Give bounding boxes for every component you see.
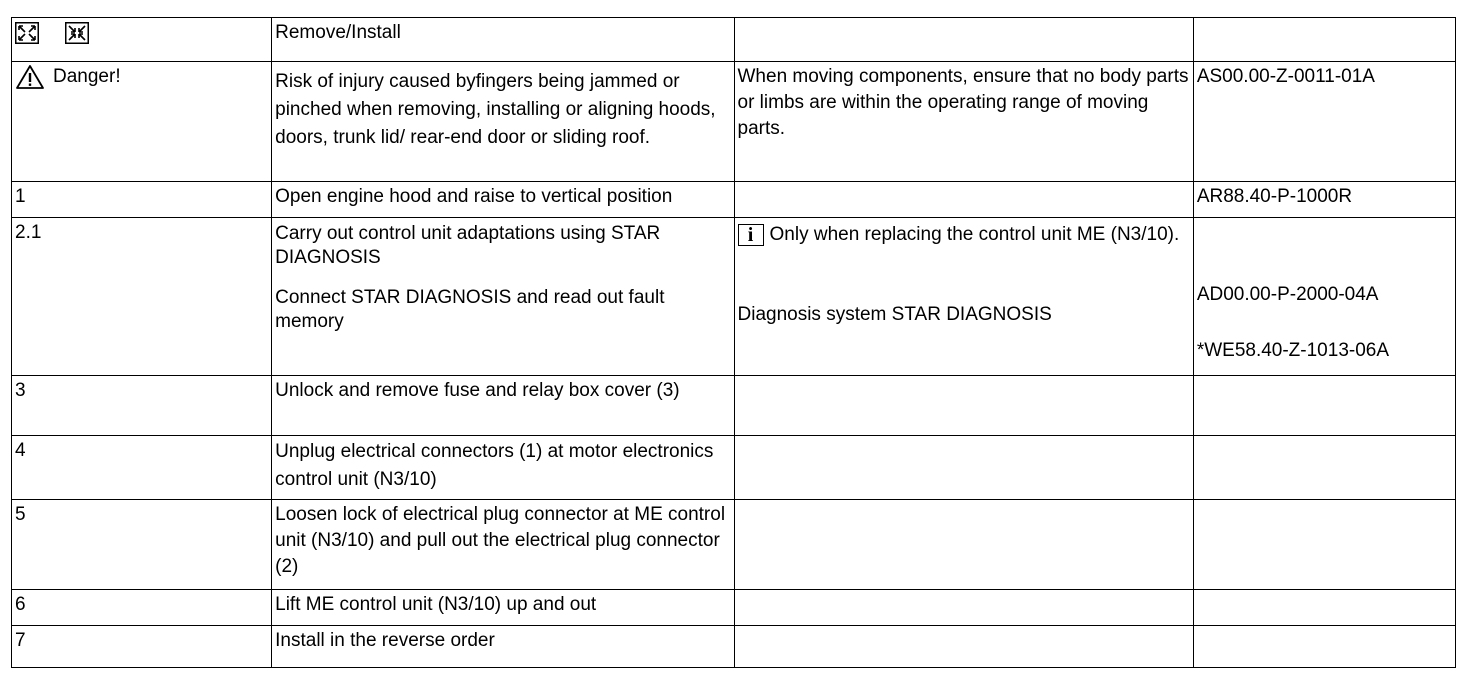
step-action: Carry out control unit adaptations using STAR DIAGNOSIS [275,223,661,268]
step-number: 7 [12,626,272,668]
step-action: Install in the reverse order [272,626,734,668]
danger-measure-text: When moving components, ensure that no body parts or limbs are within the operating range of moving parts. [734,62,1193,182]
table-row [12,436,1456,500]
step-action: Unlock and remove fuse and relay box cover (3) [272,376,734,436]
collapse-icon[interactable] [65,22,89,44]
table-row [12,590,1456,626]
step-number: 3 [12,376,272,436]
step-note [734,626,1193,668]
header-empty-cell [1193,18,1455,62]
step-ref [1193,626,1455,668]
warning-triangle-icon [15,64,45,90]
table-row [12,626,1456,668]
danger-label-cell [12,62,272,182]
step-ref-secondary: *WE58.40-Z-1013-06A [1196,340,1390,361]
step-action-secondary: Connect STAR DIAGNOSIS and read out fault memory [275,287,665,332]
table-row [12,218,1456,376]
danger-label: Danger! [53,66,121,87]
step-number: 6 [12,590,272,626]
header-empty-cell [734,18,1193,62]
table-row [12,182,1456,218]
step-number: 2.1 [12,218,272,376]
procedure-table [11,17,1456,668]
header-row [12,18,1456,62]
step-number: 4 [12,436,272,500]
danger-ref: AS00.00-Z-0011-01A [1193,62,1455,182]
header-title: Remove/Install [272,18,734,62]
step-note [734,182,1193,218]
danger-risk-text: Risk of injury caused byfingers being jammed or pinched when removing, installing or aligning hoods, doors, trunk lid/ rear-end door or sliding roof. [272,62,734,182]
step-action-cell [272,218,734,376]
step-number: 1 [12,182,272,218]
step-note: Only when replacing the control unit ME (N3/10). [769,224,1180,245]
step-ref [1193,500,1455,590]
step-ref [1193,436,1455,500]
expand-icon[interactable] [15,22,39,44]
step-note [734,500,1193,590]
step-action: Unplug electrical connectors (1) at motor electronics control unit (N3/10) [272,436,734,500]
step-action: Loosen lock of electrical plug connector at ME control unit (N3/10) and pull out the electrical plug connector (2) [272,500,734,590]
danger-row [12,62,1456,182]
step-ref-cell [1193,218,1455,376]
header-icons-cell [12,18,272,62]
step-action: Lift ME control unit (N3/10) up and out [272,590,734,626]
step-ref [1193,590,1455,626]
table-row [12,376,1456,436]
step-ref: AR88.40-P-1000R [1193,182,1455,218]
step-note-secondary: Diagnosis system STAR DIAGNOSIS [737,304,1052,325]
step-note-cell [734,218,1193,376]
step-number: 5 [12,500,272,590]
step-ref [1193,376,1455,436]
step-note [734,376,1193,436]
table-row [12,500,1456,590]
step-action: Open engine hood and raise to vertical position [272,182,734,218]
step-ref: AD00.00-P-2000-04A [1196,284,1379,305]
step-note [734,436,1193,500]
info-icon: i [738,224,764,246]
step-note [734,590,1193,626]
